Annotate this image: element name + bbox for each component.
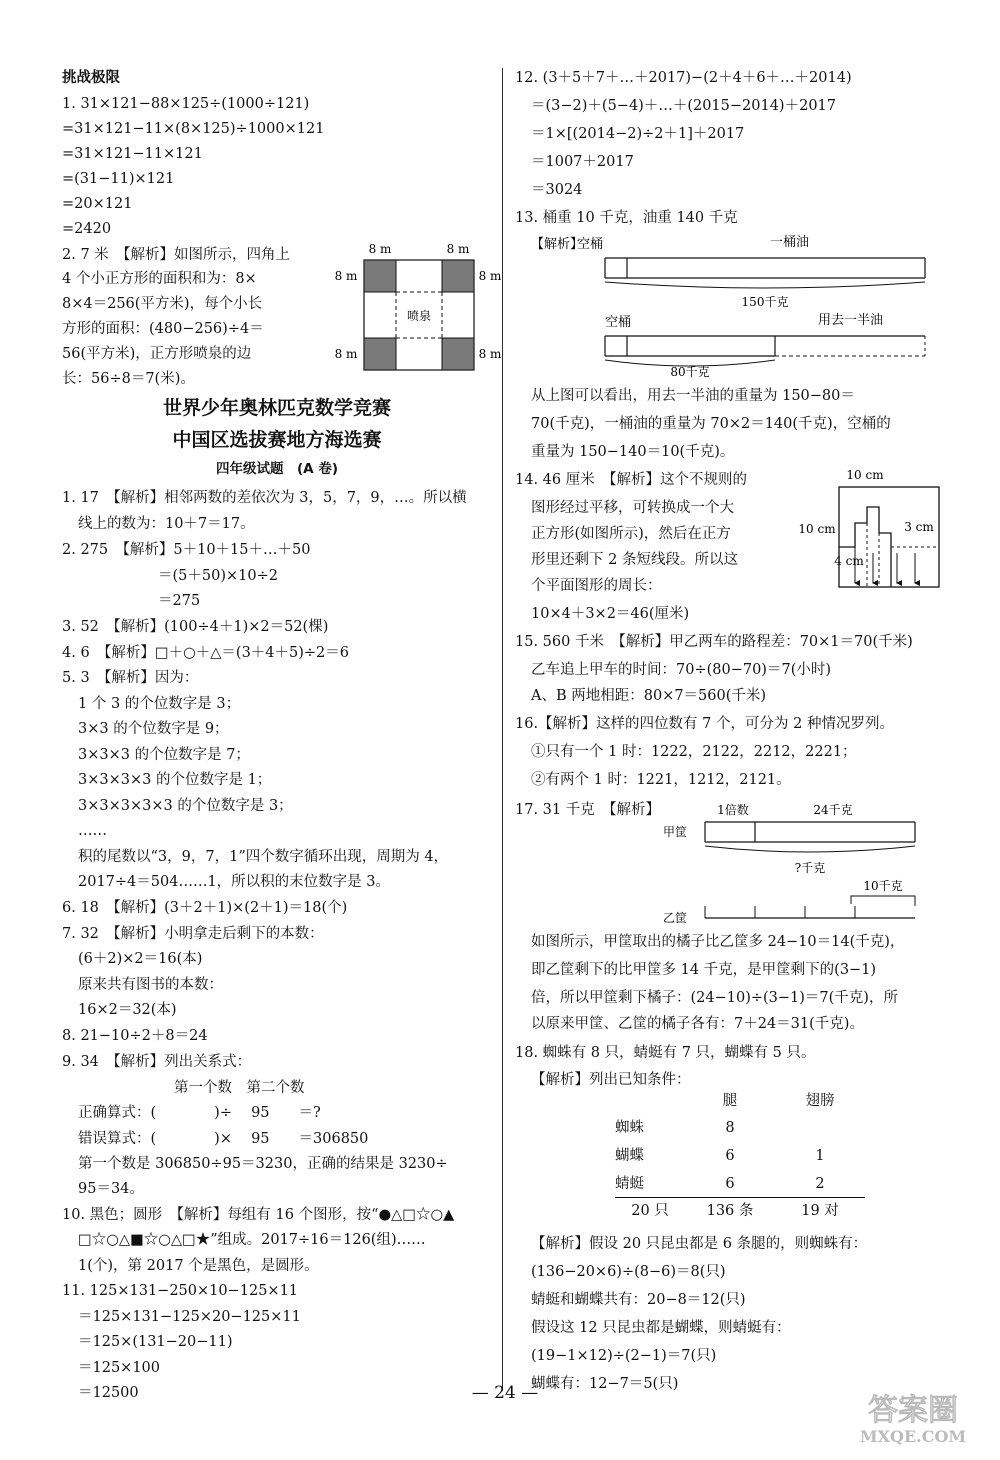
column-divider bbox=[502, 68, 503, 1388]
svg-text:空桶: 空桶 bbox=[605, 315, 632, 330]
svg-text:150千克: 150千克 bbox=[741, 295, 789, 309]
svg-text:8 m: 8 m bbox=[334, 347, 358, 361]
page-number: — 24 — bbox=[471, 1383, 539, 1403]
svg-text:8 m: 8 m bbox=[368, 242, 392, 256]
svg-text:空桶: 空桶 bbox=[577, 237, 604, 252]
answer-18: 18. 蜘蛛有 8 只，蜻蜓有 7 只，蝴蝶有 5 只。 bbox=[515, 1045, 816, 1061]
svg-text:【解析】: 【解析】 bbox=[531, 237, 584, 252]
svg-text:3 cm: 3 cm bbox=[904, 520, 934, 534]
answer-1: 1. 17 【解析】相邻两数的差依次为 3，5，7，9，…。所以横 bbox=[62, 490, 467, 506]
svg-text:10 cm: 10 cm bbox=[798, 522, 836, 536]
svg-text:乙筐: 乙筐 bbox=[662, 911, 688, 925]
section-title: 挑战极限 bbox=[62, 69, 120, 86]
svg-text:80千克: 80千克 bbox=[670, 365, 710, 378]
svg-text:?千克: ?千克 bbox=[794, 861, 826, 875]
answer-6: 6. 18 【解析】(3＋2＋1)×(2＋1)＝18(个) bbox=[62, 900, 348, 916]
answer-13: 13. 桶重 10 千克，油重 140 千克 bbox=[515, 210, 738, 226]
contest-subtitle: 中国区选拔赛地方海选赛 bbox=[172, 429, 382, 451]
svg-text:8 m: 8 m bbox=[478, 269, 502, 283]
svg-text:8 m: 8 m bbox=[334, 269, 358, 283]
svg-text:8 m: 8 m bbox=[446, 242, 470, 256]
svg-text:答案圈: 答案圈 bbox=[868, 1393, 958, 1428]
answer-17: 17. 31 千克 【解析】 bbox=[515, 802, 660, 818]
bucket-diagram bbox=[515, 228, 950, 378]
svg-text:4 cm: 4 cm bbox=[834, 554, 864, 568]
svg-text:10千克: 10千克 bbox=[863, 879, 903, 893]
fountain-figure bbox=[332, 238, 502, 378]
contest-title: 世界少年奥林匹克数学竞赛 bbox=[162, 397, 391, 419]
square-figure bbox=[795, 463, 950, 593]
svg-text:1倍数: 1倍数 bbox=[717, 803, 749, 817]
insect-table: 腿 翅膀 蜘蛛 8 蝴蝶 6 1 蜻蜓 6 2 20 只 136 条 19 对 bbox=[615, 1088, 865, 1224]
svg-text:一桶油: 一桶油 bbox=[770, 235, 810, 250]
answer-3: 3. 52 【解析】(100÷4＋1)×2＝52(棵) bbox=[62, 619, 329, 635]
svg-text:8 m: 8 m bbox=[478, 347, 502, 361]
svg-text:喷泉: 喷泉 bbox=[406, 309, 432, 323]
answer-2: 2. 275 【解析】5＋10＋15＋…＋50 bbox=[62, 542, 311, 558]
answer-8: 8. 21−10÷2＋8＝24 bbox=[62, 1028, 208, 1044]
svg-text:甲筐: 甲筐 bbox=[662, 825, 688, 839]
svg-text:10 cm: 10 cm bbox=[846, 468, 884, 482]
svg-text:24千克: 24千克 bbox=[813, 803, 853, 817]
answer-4: 4. 6 【解析】□＋○＋△＝(3＋4＋5)÷2＝6 bbox=[62, 645, 350, 661]
watermark bbox=[838, 1386, 988, 1452]
svg-text:MXQE.COM: MXQE.COM bbox=[859, 1427, 967, 1446]
paper-label: 四年级试题 (A 卷) bbox=[216, 461, 338, 477]
svg-text:用去一半油: 用去一半油 bbox=[818, 313, 884, 328]
basket-diagram bbox=[655, 796, 945, 928]
